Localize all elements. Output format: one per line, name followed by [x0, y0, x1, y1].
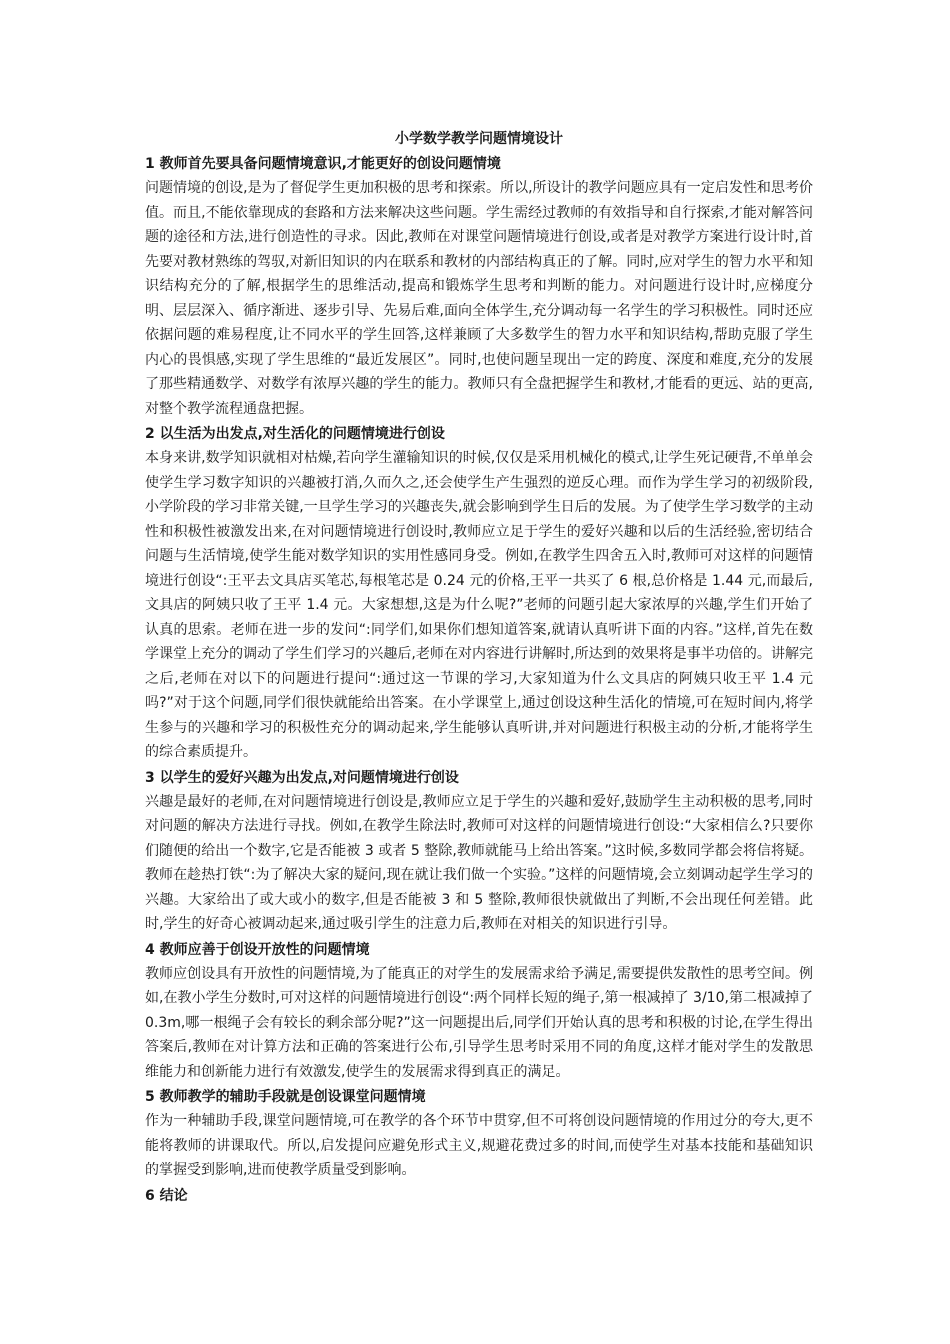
document-page — [145, 128, 813, 1209]
section-paragraph: 问题情境的创设,是为了督促学生更加积极的思考和探索。所以,所设计的教学问题应具有一定启发性和思考价值。而且,不能依靠现成的套路和方法来解决这些问题。学生需经过教师的有效指导和自行探索,才能对解答问题的途径和方法,进行创造性的寻求。因此,教师在对课堂问题情境进行创设,或者是对教学方案进行设计时,首先要对教材熟练的驾驭,对新旧知识的内在联系和教材的内部结构真正的了解。同时,应对学生的智力水平和知识结构充分的了解,根据学生的思维活动,提高和锻炼学生思考和判断的能力。对问题进行设计时,应梯度分明、层层深入、循序渐进、逐步引导、先易后难,面向全体学生,充分调动每一名学生的学习积极性。同时还应依据问题的难易程度,让不同水平的学生回答,这样兼顾了大多数学生的智力水平和知识结构,帮助克服了学生内心的畏惧感,实现了学生思维的“最近发展区”。同时,也使问题呈现出一定的跨度、深度和难度,充分的发展了那些精通数学、对数学有浓厚兴趣的学生的能力。教师只有全盘把握学生和教材,才能看的更远、站的更高,对整个教学流程通盘把握。 — [145, 180, 813, 417]
section-heading: 3 以学生的爱好兴趣为出发点,对问题情境进行创设 — [145, 769, 459, 786]
section-heading: 1 教师首先要具备问题情境意识,才能更好的创设问题情境 — [145, 156, 501, 172]
section-paragraph: 兴趣是最好的老师,在对问题情境进行创设是,教师应立足于学生的兴趣和爱好,鼓励学生主动积极的思考,同时对问题的解决方法进行寻找。例如,在教学生除法时,教师可对这样的问题情境进行创设:“大家相信么?只要你们随便的给出一个数字,它是否能被 3 或者 5 整除,教师就能马上给出答案。”这时候,多数同学都会将信将疑。教师在趁热打铁“:为了解决大家的疑问,现在就让我们做一个实验。”这样的问题情境,会立刻调动起学生学习的兴趣。大家给出了或大或小的数字,但是否能被 3 和 5 整除,教师很快就做出了判断,不会出现任何差错。此时,学生的好奇心被调动起来,通过吸引学生的注意力后,教师在对相关的知识进行引导。 — [145, 793, 813, 932]
section-2 — [145, 422, 813, 765]
section-4 — [145, 938, 813, 1085]
section-heading: 4 教师应善于创设开放性的问题情境 — [145, 941, 370, 958]
section-1 — [145, 152, 813, 421]
section-3 — [145, 766, 813, 937]
section-paragraph: 本身来讲,数学知识就相对枯燥,若向学生灌输知识的时候,仅仅是采用机械化的模式,让学生死记硬背,不单单会使学生学习数字知识的兴趣被打消,久而久之,还会使学生产生强烈的逆反心理。而作为学生学习的初级阶段,小学阶段的学习非常关键,一旦学生学习的兴趣丧失,就会影响到学生日后的发展。为了使学生学习数学的主动性和积极性被激发出来,在对问题情境进行创设时,教师应立足于学生的爱好兴趣和以后的生活经验,密切结合问题与生活情境,使学生能对数学知识的实用性感同身受。例如,在教学生四舍五入时,教师可对这样的问题情境进行创设“:王平去文具店买笔芯,每根笔芯是 0.24 元的价格,王平一共买了 6 根,总价格是 1.44 元,而最后,文具店的阿姨只收了王平 1.4 元。大家想想,这是为什么呢?”老师的问题引起大家浓厚的兴趣,学生们开始了认真的思索。老师在进一步的发问“:同学们,如果你们想知道答案,就请认真听讲下面的内容。”这样,首先在数学课堂上充分的调动了学生们学习的兴趣后,老师在对内容进行讲解时,所达到的效果将是事半功倍的。讲解完之后,老师在对以下的问题进行提问“:通过这一节课的学习,大家知道为什么文具店的阿姨只收王平 1.4 元吗?”对于这个问题,同学们很快就能给出答案。在小学课堂上,通过创设这种生活化的情境,可在短时间内,将学生参与的兴趣和学习的积极性充分的调动起来,学生能够认真听讲,并对问题进行积极主动的分析,才能将学生的综合素质提升。 — [145, 450, 813, 760]
section-5 — [145, 1085, 813, 1183]
section-heading: 2 以生活为出发点,对生活化的问题情境进行创设 — [145, 426, 445, 442]
section-paragraph: 作为一种辅助手段,课堂问题情境,可在教学的各个环节中贯穿,但不可将创设问题情境的作用过分的夸大,更不能将教师的讲课取代。所以,启发提问应避免形式主义,规避花费过多的时间,而使学生对基本技能和基础知识的掌握受到影响,进而使教学质量受到影响。 — [145, 1113, 813, 1178]
section-paragraph: 教师应创设具有开放性的问题情境,为了能真正的对学生的发展需求给予满足,需要提供发散性的思考空间。例如,在教小学生分数时,可对这样的问题情境进行创设“:两个同样长短的绳子,第一根减掉了 3/10,第二根减掉了 0.3m,哪一根绳子会有较长的剩余部分呢?”这一问题提出后,同学们开始认真的思考和积极的讨论,在学生得出答案后,教师在对计算方法和正确的答案进行公布,引导学生思考时采用不同的角度,这样才能对学生的发散思维能力和创新能力进行有效激发,使学生的发展需求得到真正的满足。 — [145, 965, 813, 1080]
section-heading: 5 教师教学的辅助手段就是创设课堂问题情境 — [145, 1089, 426, 1105]
document-title: 小学数学教学问题情境设计 — [395, 131, 563, 147]
section-6 — [145, 1184, 813, 1208]
section-heading: 6 结论 — [145, 1187, 188, 1204]
